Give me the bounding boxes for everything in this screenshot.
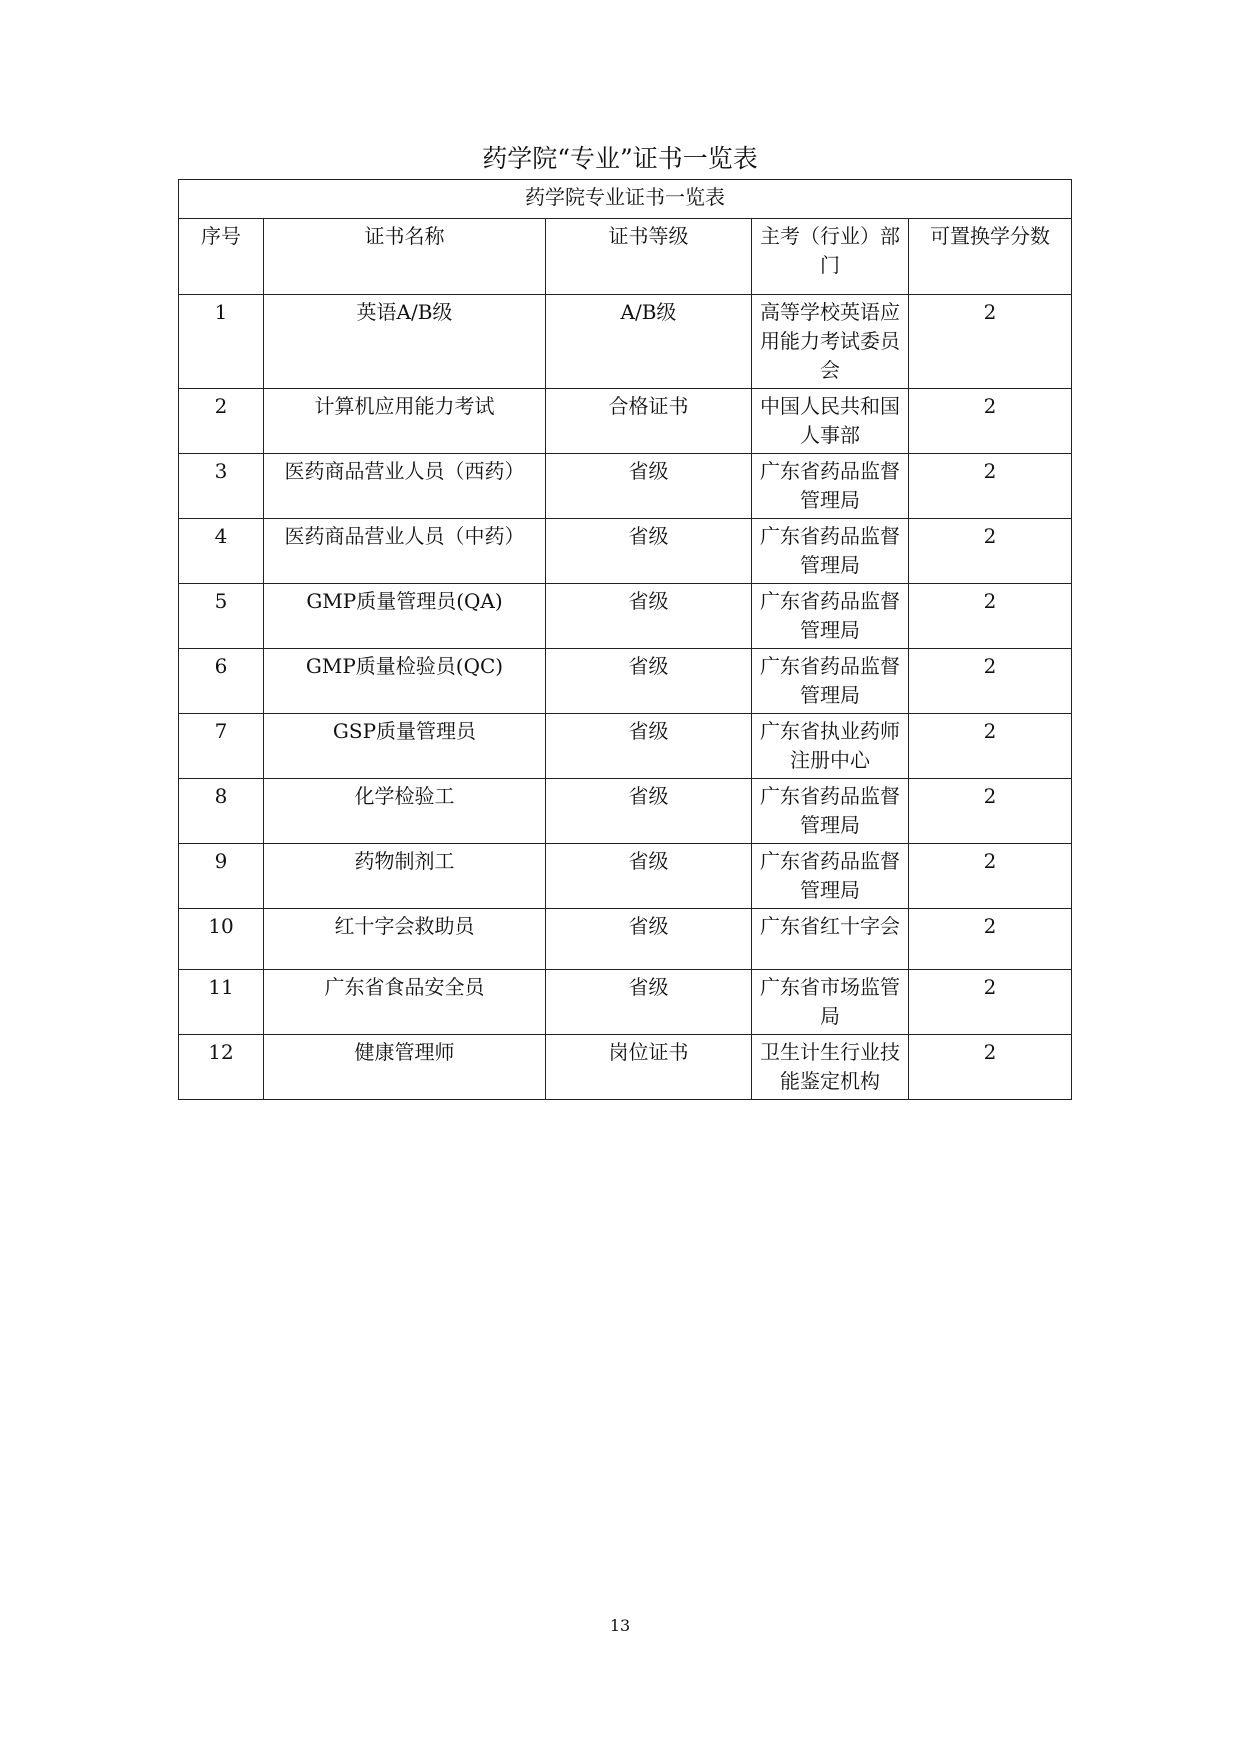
table-row — [179, 584, 1072, 649]
cell-level: 省级 — [546, 454, 752, 519]
cell-credits: 2 — [909, 649, 1072, 714]
table-row — [179, 389, 1072, 454]
cell-credits: 2 — [909, 1035, 1072, 1100]
header-name: 证书名称 — [264, 219, 546, 295]
cell-name: 健康管理师 — [264, 1035, 546, 1100]
table-header-row — [179, 219, 1072, 295]
table-row — [179, 970, 1072, 1035]
table-caption: 药学院专业证书一览表 — [179, 180, 1072, 219]
cell-dept: 广东省药品监督管理局 — [752, 649, 909, 714]
page-title: 药学院“专业”证书一览表 — [482, 144, 758, 173]
cell-name: GSP质量管理员 — [264, 714, 546, 779]
cell-level: 省级 — [546, 649, 752, 714]
table-row — [179, 844, 1072, 909]
cell-name: GMP质量管理员(QA) — [264, 584, 546, 649]
cell-level: 岗位证书 — [546, 1035, 752, 1100]
header-dept: 主考（行业）部门 — [752, 219, 909, 295]
cell-name: 医药商品营业人员（中药） — [264, 519, 546, 584]
cell-no: 5 — [179, 584, 264, 649]
cell-level: 省级 — [546, 519, 752, 584]
cell-no: 12 — [179, 1035, 264, 1100]
cell-credits: 2 — [909, 519, 1072, 584]
cell-dept: 广东省药品监督管理局 — [752, 519, 909, 584]
cell-no: 6 — [179, 649, 264, 714]
cell-credits: 2 — [909, 389, 1072, 454]
cell-no: 2 — [179, 389, 264, 454]
table-row — [179, 295, 1072, 389]
cell-level: 省级 — [546, 584, 752, 649]
cell-dept: 广东省药品监督管理局 — [752, 779, 909, 844]
cell-no: 8 — [179, 779, 264, 844]
cell-name: GMP质量检验员(QC) — [264, 649, 546, 714]
cell-dept: 广东省市场监管局 — [752, 970, 909, 1035]
cell-name: 广东省食品安全员 — [264, 970, 546, 1035]
table-row — [179, 454, 1072, 519]
cell-no: 11 — [179, 970, 264, 1035]
cell-no: 1 — [179, 295, 264, 389]
cell-level: 省级 — [546, 714, 752, 779]
table-row — [179, 649, 1072, 714]
cell-level: 省级 — [546, 844, 752, 909]
cell-credits: 2 — [909, 909, 1072, 970]
cell-name: 化学检验工 — [264, 779, 546, 844]
certificate-table — [178, 179, 1072, 1100]
cell-name: 药物制剂工 — [264, 844, 546, 909]
cell-credits: 2 — [909, 714, 1072, 779]
cell-name: 英语A/B级 — [264, 295, 546, 389]
header-level: 证书等级 — [546, 219, 752, 295]
cell-dept: 中国人民共和国人事部 — [752, 389, 909, 454]
cell-credits: 2 — [909, 844, 1072, 909]
cell-no: 9 — [179, 844, 264, 909]
cell-dept: 广东省红十字会 — [752, 909, 909, 970]
cell-name: 计算机应用能力考试 — [264, 389, 546, 454]
cell-credits: 2 — [909, 584, 1072, 649]
cell-no: 10 — [179, 909, 264, 970]
cell-no: 4 — [179, 519, 264, 584]
cell-no: 7 — [179, 714, 264, 779]
cell-level: A/B级 — [546, 295, 752, 389]
cell-dept: 高等学校英语应用能力考试委员会 — [752, 295, 909, 389]
cell-dept: 广东省药品监督管理局 — [752, 584, 909, 649]
table-row — [179, 909, 1072, 970]
table-row — [179, 779, 1072, 844]
cell-credits: 2 — [909, 454, 1072, 519]
cell-dept: 卫生计生行业技能鉴定机构 — [752, 1035, 909, 1100]
cell-credits: 2 — [909, 779, 1072, 844]
cell-no: 3 — [179, 454, 264, 519]
cell-level: 合格证书 — [546, 389, 752, 454]
cell-dept: 广东省药品监督管理局 — [752, 454, 909, 519]
table-row — [179, 1035, 1072, 1100]
table-row — [179, 714, 1072, 779]
cell-credits: 2 — [909, 970, 1072, 1035]
cell-level: 省级 — [546, 909, 752, 970]
cell-dept: 广东省药品监督管理局 — [752, 844, 909, 909]
cell-level: 省级 — [546, 779, 752, 844]
cell-name: 红十字会救助员 — [264, 909, 546, 970]
page-number: 13 — [609, 1616, 631, 1635]
cell-dept: 广东省执业药师注册中心 — [752, 714, 909, 779]
cell-credits: 2 — [909, 295, 1072, 389]
cell-level: 省级 — [546, 970, 752, 1035]
cell-name: 医药商品营业人员（西药） — [264, 454, 546, 519]
header-no: 序号 — [179, 219, 264, 295]
header-credits: 可置换学分数 — [909, 219, 1072, 295]
table-row — [179, 519, 1072, 584]
